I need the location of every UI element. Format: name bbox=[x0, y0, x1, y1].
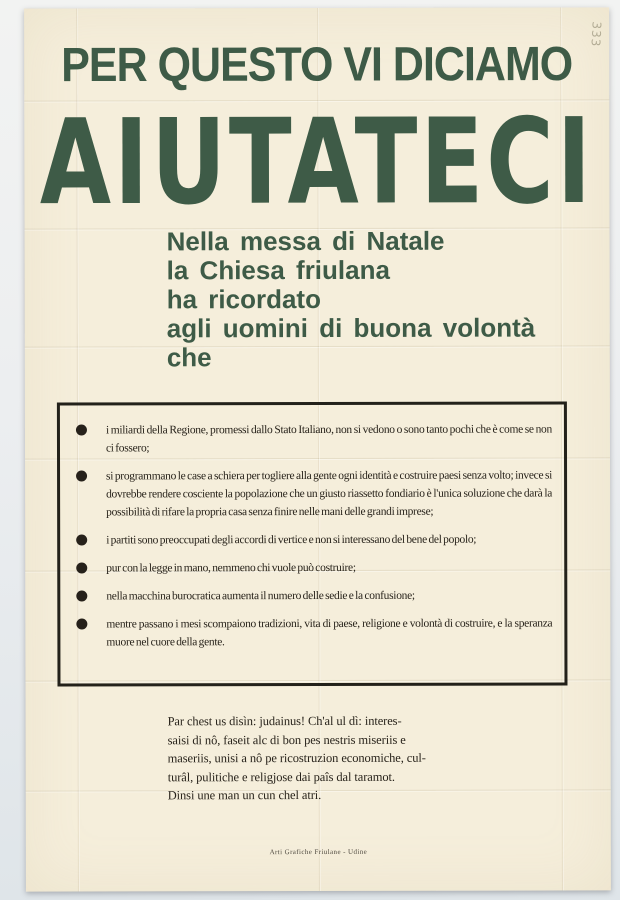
bullet-text: i partiti sono preoccupati degli accordi di vertice e non si interessano del bene del popolo; bbox=[106, 533, 477, 547]
bullet-dot-icon bbox=[76, 587, 106, 605]
subtitle-block bbox=[167, 227, 536, 373]
bullet-dot-icon bbox=[76, 615, 106, 651]
printer-credit: Arti Grafiche Friulane - Udine bbox=[269, 847, 368, 857]
bullet-item bbox=[76, 587, 552, 606]
bullet-box bbox=[57, 401, 568, 686]
kicker-title: PER QUESTO VI DICIAMO bbox=[61, 37, 573, 93]
bullet-item bbox=[76, 615, 552, 652]
bullet-dot-icon bbox=[76, 559, 106, 577]
bullet-dot-icon bbox=[76, 467, 106, 521]
subtitle-line: che bbox=[166, 342, 212, 373]
dialect-line: saisi di nô, faseit alc di bon pes nestris miseriis e bbox=[167, 732, 406, 747]
dialect-line: turâl, pulitiche e religjose dai paîs dal taramot. bbox=[167, 769, 395, 784]
bullet-dot-icon bbox=[76, 421, 106, 457]
poster bbox=[24, 7, 611, 891]
main-headline: AIUTATECI bbox=[39, 93, 595, 232]
bullet-text: si programmano le case a schiera per togliere alla gente ogni identità e costruire paesi senza volto; invece si dovrebbe rendere cosciente la popolazione che un giusto riassetto fondiario è l'unica soluzione che darà la possibilità di rifare la propria casa senza finire nelle mani delle grandi imprese; bbox=[106, 469, 553, 519]
bullet-item bbox=[76, 559, 552, 578]
dialect-line: maseriis, unisi a nô pe ricostruzion economiche, cul- bbox=[167, 750, 426, 766]
dialect-line: Dinsi une man un cun chel atri. bbox=[167, 787, 322, 803]
subtitle-line: ha ricordato bbox=[166, 283, 321, 315]
bullet-text: nella macchina burocratica aumenta il numero delle sedie e la confusione; bbox=[106, 589, 415, 603]
bullet-text: i miliardi della Regione, promessi dallo Stato Italiano, non si vedono o sono tanto pochi che è come se non ci fossero; bbox=[105, 423, 552, 455]
subtitle-line: agli uomini di buona volontà bbox=[166, 312, 536, 344]
bullet-dot-icon bbox=[76, 531, 106, 549]
subtitle-line: la Chiesa friulana bbox=[166, 254, 390, 286]
dialect-line: Par chest us disìn: judainus! Ch'al ul dì: interes- bbox=[167, 713, 402, 729]
bullet-item bbox=[76, 531, 552, 550]
dialect-paragraph bbox=[168, 712, 426, 805]
bullet-item bbox=[76, 421, 552, 458]
bullet-item bbox=[76, 467, 552, 522]
bullet-text: pur con la legge in mano, nemmeno chi vuole può costruire; bbox=[106, 561, 356, 575]
handwritten-mark: 333 bbox=[588, 21, 604, 48]
bullet-text: mentre passano i mesi scompaiono tradizioni, vita di paese, religione e volontà di costruire, e la speranza muore nel cuore della gente. bbox=[106, 617, 553, 649]
subtitle-line: Nella messa di Natale bbox=[166, 225, 445, 257]
